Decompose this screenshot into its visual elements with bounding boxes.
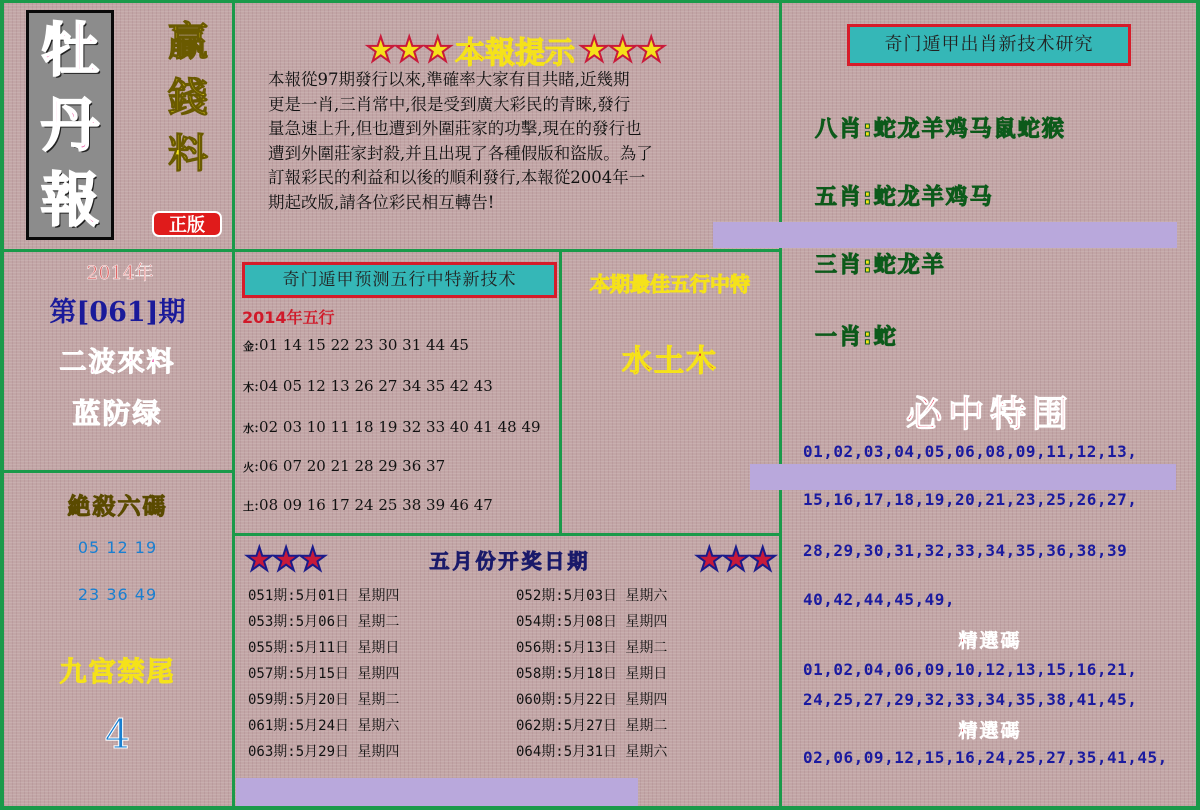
tagline-char-3: 料	[168, 130, 208, 177]
selected-line: 24,25,27,29,32,33,34,35,38,41,45,	[803, 690, 1138, 709]
draw-date: 062期:5月27日 星期二	[516, 718, 668, 734]
element-label: 金	[243, 340, 254, 353]
issue-number: 第[061]期	[49, 297, 186, 328]
selected-line: 01,02,04,06,09,10,12,13,15,16,21,	[803, 660, 1138, 679]
grid-line-left	[0, 0, 4, 810]
tagline	[160, 18, 216, 177]
logo-char-1: 牡	[40, 16, 99, 85]
draw-date: 051期:5月01日 星期四	[248, 588, 400, 604]
grid-line-right	[1196, 0, 1200, 810]
genuine-edition-badge: 正版	[152, 211, 222, 237]
draw-dates-title: 五月份开奖日期	[429, 548, 591, 573]
selected-line: 02,06,09,12,15,16,24,25,27,35,41,45,	[803, 748, 1168, 767]
notice-line: 量急速上升,但也遭到外圍莊家的功擊,現在的發行也	[268, 119, 642, 138]
notice-line: 期起改版,請各位彩民相互轉告!	[268, 192, 495, 212]
draw-date: 060期:5月22日 星期四	[516, 692, 668, 708]
draw-date: 054期:5月08日 星期四	[516, 614, 668, 630]
selected-title: 精選碼	[958, 630, 1022, 652]
notice-title-bar	[335, 30, 695, 70]
logo-char-3: 報	[40, 165, 99, 234]
element-label: 火	[243, 461, 254, 474]
element-numbers: :04 05 12 13 26 27 34 35 42 43	[254, 377, 493, 395]
kill-six-row: 23 36 49	[77, 585, 158, 604]
grid-line-col1	[232, 0, 235, 810]
best-elements-value: 水土木	[622, 344, 718, 379]
overlay-bar	[236, 778, 638, 806]
tagline-char-1: 贏	[168, 18, 208, 65]
draw-date: 063期:5月29日 星期四	[248, 744, 400, 760]
element-row-earth	[243, 496, 493, 514]
grid-line-left-row2	[0, 470, 235, 473]
element-row-wood	[243, 377, 493, 395]
draw-stars-left: ★★★	[245, 540, 326, 578]
draw-stars-right: ★★★	[694, 540, 775, 578]
wave-value: 蓝防绿	[72, 397, 163, 430]
draw-date: 057期:5月15日 星期四	[248, 666, 400, 682]
must-win-line: 28,29,30,31,32,33,34,35,36,38,39	[803, 541, 1128, 560]
notice-line: 遭到外圍莊家封殺,并且出現了各種假版和盜版。為了	[268, 143, 653, 163]
draw-date: 058期:5月18日 星期日	[516, 666, 668, 682]
grid-line-bottom	[0, 806, 1200, 810]
draw-date: 061期:5月24日 星期六	[248, 718, 400, 734]
draw-date: 052期:5月03日 星期六	[516, 588, 668, 604]
grid-line-top	[0, 0, 1200, 3]
best-elements-title: 本期最佳五行中特	[590, 272, 750, 296]
nine-palace-value: 4	[104, 712, 131, 758]
issue-year: 2014年	[86, 262, 154, 284]
wave-label: 二波來料	[59, 347, 176, 378]
nine-palace-title: 九宫禁尾	[59, 657, 176, 688]
zodiac-line-three: 三肖:蛇龙羊	[815, 253, 946, 278]
element-numbers: :06 07 20 21 28 29 36 37	[254, 457, 446, 475]
grid-line-mid-col	[559, 249, 562, 535]
element-label: 土	[243, 500, 254, 513]
element-numbers: :01 14 15 22 23 30 31 44 45	[254, 336, 469, 354]
zodiac-header: 奇门遁甲出肖新技术研究	[847, 24, 1131, 66]
element-row-water	[243, 418, 541, 436]
draw-dates-title-bar	[245, 540, 775, 578]
element-row-metal	[243, 336, 469, 354]
logo-char-2: 丹	[40, 90, 99, 159]
draw-date: 056期:5月13日 星期二	[516, 640, 668, 656]
zodiac-line-one: 一肖:蛇	[815, 325, 898, 350]
must-win-line: 15,16,17,18,19,20,21,23,25,26,27,	[803, 490, 1138, 509]
five-elements-year: 2014年五行	[242, 308, 335, 327]
selected-title: 精選碼	[958, 720, 1022, 742]
draw-date: 055期:5月11日 星期日	[248, 640, 400, 656]
draw-date: 059期:5月20日 星期二	[248, 692, 400, 708]
notice-stars-left: ★★★	[365, 30, 451, 70]
overlay-bar	[713, 222, 1177, 248]
grid-line-col2	[779, 0, 782, 810]
zodiac-line-five: 五肖:蛇龙羊鸡马	[815, 185, 994, 210]
newspaper-logo	[26, 10, 114, 240]
notice-title: 本報提示	[455, 36, 575, 71]
overlay-bar	[750, 464, 1176, 490]
five-elements-header: 奇门遁甲预测五行中特新技术	[242, 262, 557, 298]
element-label: 木	[243, 381, 254, 394]
draw-date: 064期:5月31日 星期六	[516, 744, 668, 760]
notice-body	[268, 68, 778, 215]
must-win-title: 必中特围	[905, 394, 1074, 435]
notice-stars-right: ★★★	[579, 30, 665, 70]
kill-six-row: 05 12 19	[77, 538, 158, 557]
grid-line-mid-row	[232, 533, 782, 536]
must-win-line: 40,42,44,45,49,	[803, 590, 955, 609]
draw-date: 053期:5月06日 星期二	[248, 614, 400, 630]
must-win-line: 01,02,03,04,05,06,08,09,11,12,13,	[803, 442, 1138, 461]
notice-line: 更是一肖,三肖常中,很是受到廣大彩民的青睞,發行	[268, 94, 631, 114]
element-numbers: :08 09 16 17 24 25 38 39 46 47	[254, 496, 493, 514]
element-row-fire	[243, 457, 445, 475]
kill-six-title: 絶殺六碼	[67, 494, 168, 520]
element-label: 水	[243, 422, 254, 435]
notice-line: 本報從97期發行以來,準確率大家有目共睹,近幾期	[268, 70, 630, 89]
tagline-char-2: 錢	[168, 74, 208, 121]
notice-line: 訂報彩民的利益和以後的順利發行,本報從2004年一	[268, 168, 646, 187]
grid-line-row1	[0, 249, 782, 252]
zodiac-line-eight: 八肖:蛇龙羊鸡马鼠蛇猴	[815, 117, 1066, 142]
element-numbers: :02 03 10 11 18 19 32 33 40 41 48 49	[254, 418, 541, 436]
